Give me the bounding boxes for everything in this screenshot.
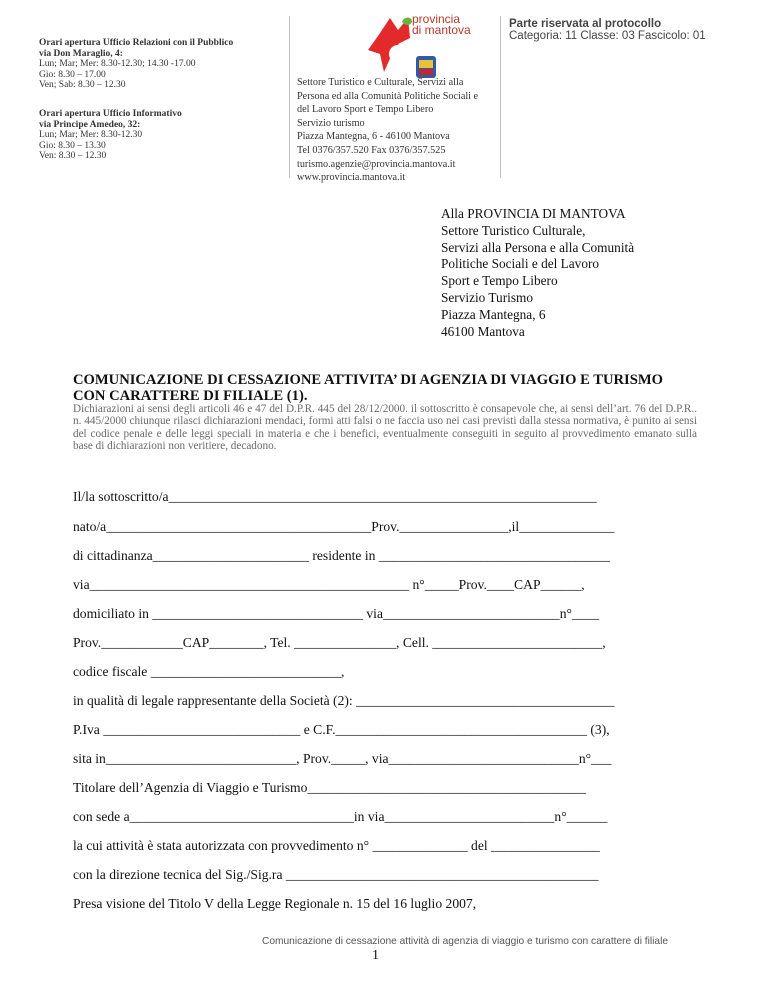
settore-website: www.provincia.mantova.it (297, 172, 406, 184)
orari-urp-address: via Don Maraglio, 4: (39, 48, 123, 59)
settore-line: Tel 0376/357.520 Fax 0376/357.525 (297, 144, 446, 156)
settore-email: turismo.agenzie@provincia.mantova.it (297, 158, 456, 170)
destinatario-block (441, 206, 634, 340)
protocollo-detail: Categoria: 11 Classe: 03 Fascicolo: 01 (509, 30, 706, 42)
destinatario-line: Politiche Sociali e del Lavoro (441, 256, 600, 272)
document-title (73, 372, 713, 404)
destinatario-line: Servizi alla Persona e alla Comunità (441, 239, 635, 255)
orari-informativo-title: Orari apertura Ufficio Informativo (39, 109, 182, 119)
form-row-codice-fiscale[interactable]: codice fiscale ____________________________, (73, 664, 345, 679)
form-row-titolare[interactable]: Titolare dell’Agenzia di Viaggio e Turismo_________________________________________ (73, 780, 587, 795)
destinatario-line: 46100 Mantova (441, 323, 525, 339)
orari-informativo-line: Ven: 8.30 – 12.30 (39, 151, 107, 162)
destinatario-line: Servizio Turismo (441, 289, 533, 305)
logo-line-1: provincia (412, 12, 461, 26)
form-row-legale-rappresentante[interactable]: in qualità di legale rappresentante della Società (2): ______________________________________ (73, 693, 615, 708)
form-row-nato[interactable]: nato/a_______________________________________Prov.________________,il______________ (73, 519, 615, 534)
orari-urp-line: Gio: 8.30 – 17.00 (39, 69, 106, 80)
orari-urp-title: Orari apertura Ufficio Relazioni con il Pubblico (39, 38, 234, 48)
orari-urp-line: Ven; Sab: 8.30 – 12.30 (39, 80, 126, 91)
document-title-line-2: CON CARATTERE DI FILIALE (1). (73, 388, 308, 404)
destinatario-line: Settore Turistico Culturale, (441, 222, 586, 238)
destinatario-line: Piazza Mantegna, 6 (441, 306, 546, 322)
destinatario-line: Sport e Tempo Libero (441, 273, 558, 289)
document-title-line-1: COMUNICAZIONE DI CESSAZIONE ATTIVITA’ DI AGENZIA DI VIAGGIO E TURISMO (73, 372, 663, 388)
form-row-via[interactable]: via_______________________________________________ n°_____Prov.____CAP______, (73, 577, 585, 592)
form-row-sottoscritto[interactable]: Il/la sottoscritto/a_______________________________________________________________ (73, 489, 597, 504)
orari-urp-block (39, 38, 233, 91)
page-number: 1 (372, 948, 379, 963)
form-row-direzione-tecnica[interactable]: con la direzione tecnica del Sig./Sig.ra ______________________________________________ (73, 867, 599, 882)
orari-informativo-line: Gio: 8.30 – 13.30 (39, 140, 106, 151)
orari-urp-line: Lun; Mar; Mer: 8.30-12.30; 14.30 -17.00 (39, 59, 196, 70)
form-row-provvedimento[interactable]: la cui attività è stata autorizzata con provvedimento n° ______________ del ________________ (73, 838, 600, 853)
header-divider-left (289, 16, 290, 178)
settore-line: Settore Turistico e Culturale, Servizi alla (297, 77, 464, 88)
form-row-piva[interactable]: P.Iva _____________________________ e C.F._____________________________________ (3), (73, 722, 610, 737)
declaration-text: Dichiarazioni ai sensi degli articoli 46 e 47 del D.P.R. 445 del 28/12/2000. il sottoscritto è consapevole che, ai sensi dell’art. 76 del D.P.R.. n. 445/2000 chiunque rilasci dichiarazioni mendaci, formi atti falsi o ne faccia uso nei casi previsti dalla stessa normativa, è punito ai sensi del codice penale e delle leggi speciali in materia e che i benefici, eventualmente conseguiti in seguito al provvedimento emanato sulla base di dichiarazioni non veritiere, decadono. (73, 403, 697, 453)
orari-informativo-line: Lun; Mar; Mer: 8.30-12.30 (39, 130, 143, 141)
form-row-contatti[interactable]: Prov.____________CAP________, Tel. _______________, Cell. _________________________, (73, 635, 606, 650)
orari-informativo-address: via Principe Amedeo, 32: (39, 119, 141, 130)
settore-line: Servizio turismo (297, 117, 365, 129)
form-row-domicilio[interactable]: domiciliato in _______________________________ via__________________________n°____ (73, 606, 600, 621)
protocollo-title: Parte riservata al protocollo (509, 18, 662, 30)
settore-line: Persona ed alla Comunità Politiche Sociali e (297, 90, 479, 102)
protocollo-block (509, 18, 706, 42)
form-row-sede[interactable]: con sede a_________________________________in via_________________________n°______ (73, 809, 608, 824)
orari-informativo-block (39, 109, 182, 162)
settore-line: del Lavoro Sport e Tempo Libero (297, 104, 434, 116)
form-row-sita[interactable]: sita in____________________________, Prov._____, via____________________________n°___ (73, 751, 612, 766)
settore-line: Piazza Mantegna, 6 - 46100 Mantova (297, 131, 450, 143)
provincia-logo (368, 14, 498, 84)
form-row-cittadinanza[interactable]: di cittadinanza_______________________ residente in __________________________________ (73, 548, 610, 563)
logo-line-2: di mantova (412, 23, 471, 37)
page-footer: Comunicazione di cessazione attività di agenzia di viaggio e turismo con carattere di filiale (262, 936, 669, 947)
form-row-presa-visione: Presa visione del Titolo V della Legge Regionale n. 15 del 16 luglio 2007, (73, 896, 477, 911)
destinatario-line: Alla PROVINCIA DI MANTOVA (441, 206, 626, 221)
settore-block (297, 76, 507, 185)
